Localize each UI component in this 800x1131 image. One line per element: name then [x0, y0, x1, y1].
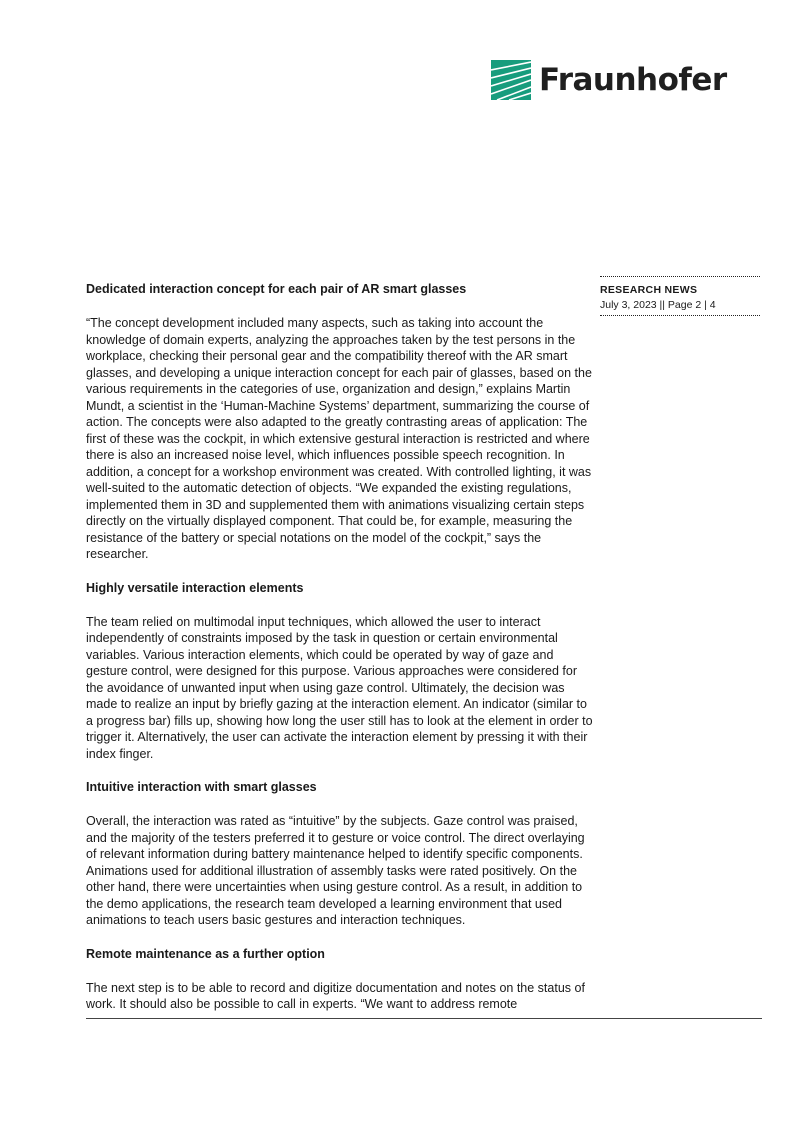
- fraunhofer-stripes-icon: [491, 60, 531, 100]
- divider: [600, 276, 760, 277]
- section-heading: Intuitive interaction with smart glasses: [86, 780, 317, 794]
- date-page-info: July 3, 2023 || Page 2 | 4: [600, 299, 716, 311]
- section-paragraph: Overall, the interaction was rated as “intuitive” by the subjects. Gaze control was praised, and the majority of the testers preferred it to gesture or voice control. The direct overlaying of relevant information during battery maintenance helped to identify specific components. Animations used for additional illustration of assembly tasks were rated positively. On the other hand, there were uncertainties when using gesture control. As a result, in addition to the demo applications, the research team developed a learning environment that used animations to teach users basic gestures and interaction techniques.: [86, 814, 585, 927]
- section-heading: Dedicated interaction concept for each pair of AR smart glasses: [86, 282, 467, 296]
- article-body: [86, 281, 594, 1030]
- fraunhofer-logo: [491, 60, 727, 100]
- research-news-label: RESEARCH NEWS: [600, 284, 698, 296]
- section-paragraph: “The concept development included many aspects, such as taking into account the knowledge of domain experts, analyzing the approaches taken by the test persons in the workplace, checking their personal gear and the compatibility thereof with the AR smart glasses, and developing a unique interaction concept for each pair of glasses, based on the various requirements in the categories of use, organization and design,” explains Martin Mundt, a scientist in the ‘Human-Machine Systems’ department, summarizing the course of action. The concepts were also adapted to the greatly contrasting areas of application: The first of these was the cockpit, in which extensive gestural interaction is restricted and where there is also an increased noise level, which influences possible speech recognition. In addition, a concept for a workshop environment was created. With controlled lighting, it was well-suited to the automatic detection of objects. “We expanded the existing regulations, implemented them in 3D and supplemented them with animations visualizing certain steps directly on the virtually displayed component. That could be, for example, measuring the resistance of the battery or special notations on the model of the cockpit,” says the researcher.: [86, 316, 592, 561]
- footer-divider: [86, 1018, 762, 1019]
- section-paragraph: The team relied on multimodal input techniques, which allowed the user to interact independently of constraints imposed by the task in question or certain environmental variables. Various interaction elements, which could be operated by way of gaze and gesture control, were designed for this purpose. Various approaches were considered for the avoidance of unwanted input when using gaze control. Ultimately, the decision was made to realize an input by briefly gazing at the interaction element. An indicator (similar to a progress bar) fills up, showing how long the user still has to look at the element in order to trigger it. Alternatively, the user can activate the interaction element by pressing it with their index finger.: [86, 614, 593, 761]
- section-heading: Highly versatile interaction elements: [86, 580, 304, 595]
- divider: [600, 315, 760, 316]
- research-news-sidebar: [600, 276, 760, 316]
- section-heading: Remote maintenance as a further option: [86, 946, 325, 961]
- section-paragraph: The next step is to be able to record and digitize documentation and notes on the status of work. It should also be possible to call in experts. “We want to address remote: [86, 980, 585, 1011]
- brand-name: Fraunhofer: [539, 61, 727, 98]
